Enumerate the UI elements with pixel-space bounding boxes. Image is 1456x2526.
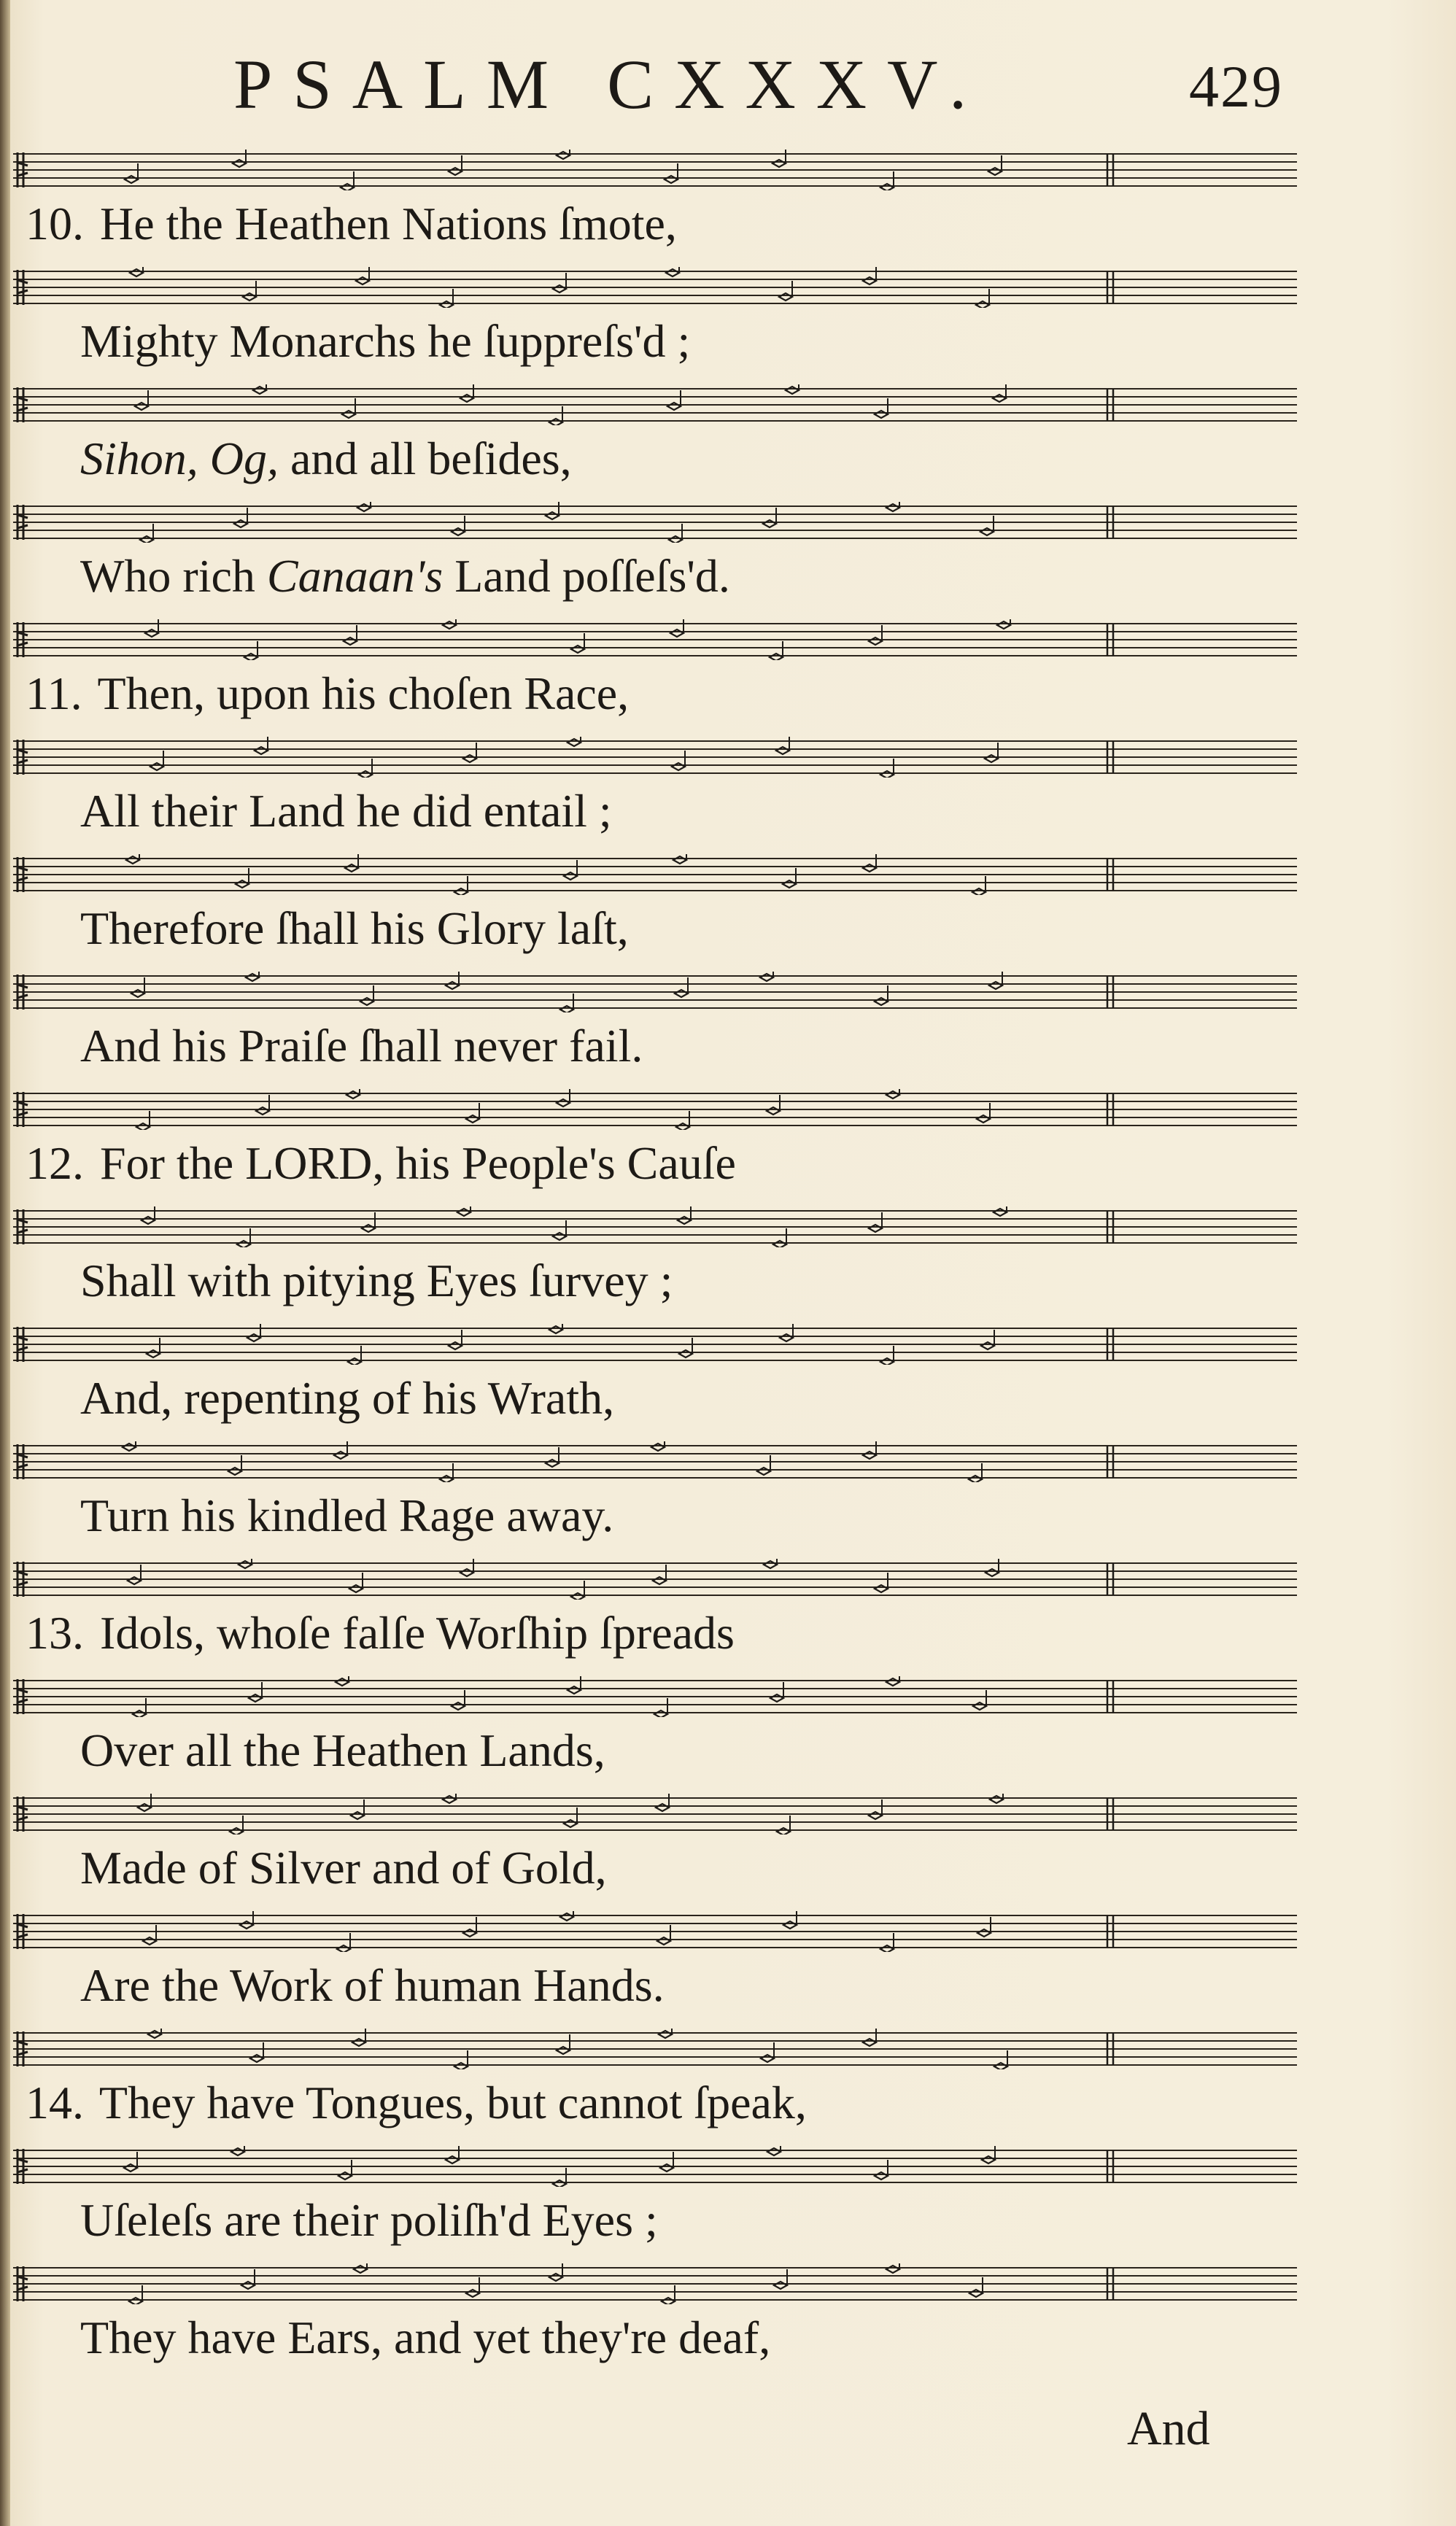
- lyric-line: [80, 2194, 658, 2246]
- note-head: [126, 856, 139, 864]
- lyric-line: [80, 785, 612, 837]
- note-head: [976, 301, 989, 308]
- note-head: [466, 2290, 479, 2297]
- music-staff: [13, 737, 1297, 778]
- note-head: [679, 1350, 692, 1357]
- note-head: [880, 1945, 894, 1952]
- note-head: [783, 1921, 797, 1929]
- note-head: [360, 998, 373, 1005]
- note-head: [560, 1006, 573, 1012]
- note-head: [359, 771, 372, 778]
- note-head: [886, 504, 899, 511]
- note-head: [233, 160, 246, 167]
- note-head: [763, 520, 776, 527]
- note-head: [875, 2172, 888, 2180]
- note-head: [886, 1091, 899, 1099]
- note-head: [863, 1452, 876, 1459]
- note-head: [767, 1107, 780, 1115]
- note-head: [341, 184, 354, 190]
- note-head: [553, 285, 566, 292]
- lyric-line: [26, 198, 677, 249]
- note-head: [237, 1241, 250, 1247]
- note-head: [546, 1460, 559, 1467]
- note-head: [557, 152, 570, 159]
- page-number: 429: [1189, 53, 1283, 120]
- music-staff: [13, 150, 1297, 190]
- note-head: [568, 739, 581, 746]
- note-head: [349, 1585, 363, 1592]
- note-head: [249, 1694, 262, 1702]
- lyric-line: [80, 1842, 607, 1894]
- note-head: [145, 629, 158, 637]
- music-staff: [13, 267, 1297, 308]
- note-head: [774, 2282, 787, 2289]
- note-head: [977, 1929, 991, 1937]
- lyric-line: [80, 1724, 605, 1776]
- lyric-text: They have Ears, and yet they're deaf,: [80, 2312, 771, 2363]
- note-head: [449, 1342, 462, 1349]
- note-head: [972, 888, 985, 895]
- note-head: [880, 184, 894, 190]
- note-head: [571, 1593, 584, 1600]
- lyric-text: All their Land he did entail ;: [80, 785, 612, 837]
- note-head: [773, 1241, 786, 1247]
- lyric-line: [80, 902, 629, 954]
- note-head: [875, 411, 888, 418]
- note-head: [123, 1444, 136, 1451]
- note-head: [136, 1123, 150, 1130]
- note-head: [549, 1326, 562, 1333]
- note-head: [253, 387, 266, 394]
- note-head: [142, 1217, 155, 1224]
- note-head: [228, 1468, 241, 1475]
- note-head: [973, 1702, 986, 1710]
- music-staff: [13, 2146, 1297, 2187]
- note-head: [660, 2164, 673, 2171]
- music-staff: [13, 502, 1297, 543]
- note-head: [236, 880, 249, 888]
- note-head: [130, 269, 143, 276]
- page-gutter: [0, 0, 10, 2526]
- note-head: [546, 512, 559, 519]
- note-head: [779, 293, 792, 301]
- lyric-text: They have Tongues, but cannot ſpeak,: [98, 2077, 807, 2128]
- note-head: [463, 1929, 476, 1937]
- catchword: And: [1127, 2402, 1210, 2455]
- note-head: [239, 1561, 252, 1568]
- lyric-text: Shall with pitying Eyes ſurvey ;: [80, 1255, 673, 1306]
- note-head: [994, 1209, 1007, 1216]
- note-head: [454, 2063, 468, 2069]
- lyric-line: [80, 1255, 673, 1306]
- lyric-text: Therefore ſhall his Glory laſt,: [80, 902, 629, 954]
- note-head: [440, 301, 453, 308]
- note-head: [344, 638, 357, 645]
- lyric-text: He the Heathen Nations ſmote,: [100, 198, 677, 249]
- note-head: [659, 2031, 672, 2038]
- music-staff: [13, 2029, 1297, 2069]
- note-head: [863, 864, 876, 872]
- note-head: [243, 293, 256, 301]
- music-staff: [13, 1559, 1297, 1600]
- note-head: [666, 269, 679, 276]
- lyric-text: Uſeleſs are their poliſh'd Eyes ;: [80, 2194, 658, 2246]
- note-head: [124, 2164, 137, 2171]
- note-head: [760, 974, 773, 981]
- note-head: [761, 2055, 774, 2062]
- note-head: [443, 621, 456, 629]
- note-head: [338, 2172, 352, 2180]
- note-head: [662, 2298, 675, 2304]
- music-staff: [13, 1089, 1297, 1130]
- lyric-text: Made of Silver and of Gold,: [80, 1842, 607, 1894]
- note-head: [230, 1828, 243, 1835]
- note-head: [863, 2039, 876, 2046]
- note-head: [875, 998, 888, 1005]
- note-head: [362, 1225, 375, 1232]
- note-head: [767, 2148, 781, 2155]
- note-head: [256, 1107, 269, 1115]
- note-head: [985, 755, 998, 762]
- lyric-text: And his Praiſe ſhall never fail.: [80, 1020, 643, 1072]
- note-head: [443, 1796, 456, 1803]
- note-head: [557, 2047, 570, 2054]
- note-head: [764, 1561, 777, 1568]
- note-head: [356, 277, 369, 284]
- music-staff: [13, 1441, 1297, 1482]
- note-head: [980, 528, 994, 535]
- note-head: [553, 1233, 566, 1240]
- lyric-line: [80, 1959, 665, 2011]
- note-head: [553, 2180, 566, 2187]
- note-head: [990, 1796, 1003, 1803]
- note-head: [255, 747, 268, 754]
- note-head: [131, 990, 144, 997]
- note-head: [454, 888, 468, 895]
- note-head: [549, 419, 562, 425]
- lyric-line: [80, 550, 730, 602]
- note-head: [449, 168, 462, 175]
- note-head: [977, 1115, 990, 1123]
- note-head: [557, 1099, 570, 1107]
- note-head: [250, 2055, 263, 2062]
- lyric-text: Over all the Heathen Lands,: [80, 1724, 605, 1776]
- note-head: [994, 2063, 1007, 2069]
- lyric-line: [80, 2314, 770, 2361]
- note-head: [969, 2290, 983, 2297]
- note-head: [777, 1828, 790, 1835]
- music-staff: [13, 1324, 1297, 1365]
- note-head: [757, 1468, 770, 1475]
- verse-number: 12.: [26, 1137, 84, 1189]
- note-head: [354, 2266, 367, 2273]
- lyric-text: And, repenting of his Wrath,: [80, 1372, 615, 1424]
- note-head: [981, 1342, 994, 1349]
- music-staff: [13, 1794, 1297, 1835]
- note-head: [670, 629, 684, 637]
- note-head: [875, 1585, 888, 1592]
- note-head: [564, 1820, 577, 1827]
- note-head: [457, 1209, 471, 1216]
- verse-number: 13.: [26, 1607, 84, 1659]
- note-head: [357, 504, 371, 511]
- verse-number: 11.: [26, 667, 82, 719]
- note-head: [346, 1091, 360, 1099]
- note-head: [133, 1711, 146, 1717]
- note-head: [446, 982, 459, 989]
- note-head: [675, 990, 688, 997]
- note-head: [786, 387, 799, 394]
- note-head: [783, 880, 796, 888]
- note-head: [463, 755, 476, 762]
- lyric-line: [26, 667, 630, 719]
- music-staff: [13, 619, 1297, 660]
- note-head: [440, 1476, 453, 1482]
- note-head: [880, 1358, 894, 1365]
- note-head: [571, 646, 584, 653]
- music-staff: [13, 2263, 1297, 2304]
- note-head: [351, 1812, 364, 1819]
- note-head: [780, 1334, 793, 1341]
- lyric-text: Sihon, Og, and all beſides,: [80, 433, 572, 484]
- note-head: [656, 1804, 669, 1811]
- note-head: [549, 2274, 562, 2281]
- note-head: [246, 974, 259, 981]
- note-head: [985, 1569, 999, 1576]
- note-head: [880, 771, 894, 778]
- lyric-line: [26, 1137, 736, 1189]
- note-head: [676, 1123, 689, 1130]
- note-head: [125, 176, 138, 183]
- lyric-text: Who rich Canaan's Land poſſeſs'd.: [80, 550, 730, 602]
- note-head: [669, 536, 682, 543]
- note-head: [863, 277, 876, 284]
- note-head: [446, 2156, 459, 2163]
- note-head: [240, 1921, 253, 1929]
- note-head: [231, 2148, 244, 2155]
- note-head: [667, 403, 681, 410]
- note-head: [150, 763, 163, 770]
- note-head: [128, 1577, 141, 1584]
- lyric-line: [80, 435, 572, 482]
- note-head: [869, 1225, 882, 1232]
- note-head: [466, 1115, 479, 1123]
- note-head: [869, 1812, 882, 1819]
- lyric-text: Are the Work of human Hands.: [80, 1959, 665, 2011]
- note-head: [651, 1444, 665, 1451]
- music-staff: [13, 1206, 1297, 1247]
- note-head: [135, 403, 148, 410]
- note-head: [770, 654, 783, 660]
- lyric-text: Idols, whoſe falſe Worſhip ſpreads: [100, 1607, 735, 1659]
- note-head: [673, 856, 686, 864]
- verse-number: 14.: [26, 2077, 84, 2128]
- note-head: [654, 1711, 667, 1717]
- note-head: [969, 1476, 982, 1482]
- note-head: [564, 872, 577, 880]
- note-head: [672, 763, 685, 770]
- music-staff: [13, 854, 1297, 895]
- note-head: [993, 395, 1006, 402]
- note-head: [342, 411, 355, 418]
- note-head: [143, 1937, 156, 1945]
- note-head: [234, 520, 247, 527]
- note-head: [452, 1702, 465, 1710]
- note-head: [988, 168, 1002, 175]
- note-head: [560, 1913, 573, 1921]
- note-head: [772, 160, 786, 167]
- note-head: [869, 638, 882, 645]
- lyric-text: For the LORD, his People's Cauſe: [100, 1137, 736, 1189]
- note-head: [336, 1678, 349, 1686]
- note-head: [241, 2282, 255, 2289]
- note-head: [247, 1334, 260, 1341]
- lyric-line: [80, 1489, 614, 1541]
- lyric-text: Then, upon his choſen Race,: [97, 667, 630, 719]
- note-head: [138, 1804, 151, 1811]
- note-head: [568, 1686, 581, 1694]
- note-head: [452, 528, 465, 535]
- lyric-line: [80, 315, 691, 367]
- music-staff: [13, 1676, 1297, 1717]
- lyric-text: Mighty Monarchs he ſuppreſs'd ;: [80, 315, 691, 367]
- note-head: [776, 747, 789, 754]
- lyric-line: [80, 1372, 615, 1424]
- note-head: [886, 2266, 899, 2273]
- note-head: [657, 1937, 670, 1945]
- note-head: [653, 1577, 666, 1584]
- note-head: [348, 1358, 361, 1365]
- note-head: [989, 982, 1002, 989]
- note-head: [147, 1350, 160, 1357]
- note-head: [997, 621, 1010, 629]
- note-head: [770, 1694, 783, 1702]
- note-head: [140, 536, 153, 543]
- note-head: [129, 2298, 142, 2304]
- page-header: [0, 36, 1456, 131]
- lyric-line: [26, 1607, 735, 1659]
- music-staff: [13, 972, 1297, 1012]
- lyric-text: Turn his kindled Rage away.: [80, 1489, 614, 1541]
- note-head: [665, 176, 678, 183]
- verse-number: 10.: [26, 198, 84, 249]
- note-head: [460, 1569, 473, 1576]
- music-staff: [13, 384, 1297, 425]
- lyric-line: [80, 1020, 643, 1072]
- lyric-line: [26, 2077, 807, 2128]
- note-head: [244, 654, 257, 660]
- note-head: [334, 1452, 347, 1459]
- note-head: [982, 2156, 995, 2163]
- running-title: PSALM CXXXV.: [233, 45, 988, 123]
- note-head: [678, 1217, 691, 1224]
- note-head: [148, 2031, 161, 2038]
- note-head: [352, 2039, 365, 2046]
- note-head: [886, 1678, 899, 1686]
- music-staff: [13, 1911, 1297, 1952]
- note-head: [345, 864, 358, 872]
- note-head: [460, 395, 473, 402]
- note-head: [337, 1945, 350, 1952]
